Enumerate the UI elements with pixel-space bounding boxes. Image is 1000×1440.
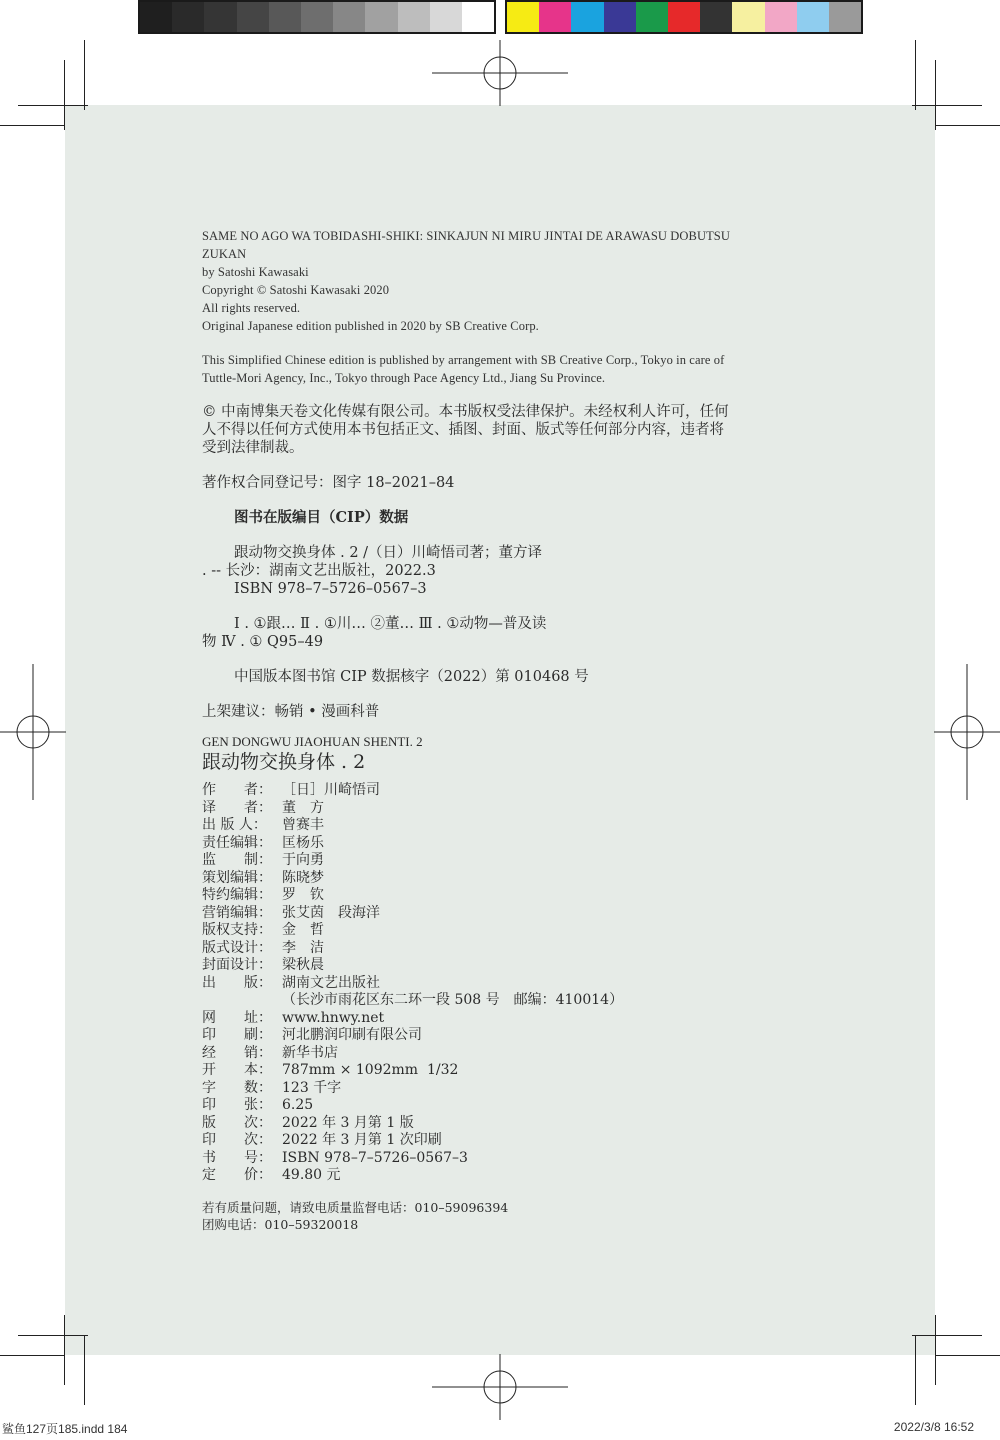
credit-label: 印 刷： (202, 1027, 272, 1043)
gray-swatch (398, 2, 430, 32)
credit-label: 网 址： (202, 1009, 272, 1026)
credit-label: 出 版 人： (202, 817, 267, 833)
original-title-line-1: SAME NO AGO WA TOBIDASHI-SHIKI: SINKAJUN NI MIRU JINTAI DE ARAWASU DOBUTSU (202, 229, 730, 243)
credit-value: 陈晓梦 (282, 869, 324, 886)
credit-label: 作 者： (202, 782, 272, 798)
credit-row (202, 922, 802, 940)
credit-label: 出 版： (202, 974, 272, 991)
credit-value: www.hnwy.net (282, 1009, 385, 1026)
shelf-suggestion: 上架建议：畅销 • 漫画科普 (202, 704, 380, 720)
credit-value: 李 洁 (282, 939, 324, 956)
arrangement-line-1: This Simplified Chinese edition is published by arrangement with SB Creative Corp., Tokyo in care of (202, 353, 725, 367)
registration-mark-right (934, 664, 1000, 800)
credit-value: 金 哲 (282, 922, 324, 938)
english-rights-block (202, 227, 802, 387)
color-swatch (829, 2, 861, 32)
cip-record (202, 544, 802, 686)
credit-value: 6.25 (282, 1097, 314, 1113)
gray-swatch (172, 2, 204, 32)
color-swatch (797, 2, 829, 32)
quality-hotline: 若有质量问题，请致电质量监督电话：010–59096394 (202, 1199, 509, 1215)
credit-value: 新华书店 (282, 1044, 338, 1061)
author-line: by Satoshi Kawasaki (202, 265, 309, 279)
credit-value: 匡杨乐 (282, 834, 324, 851)
credit-label: 印 张： (202, 1097, 272, 1113)
gray-swatch (140, 2, 172, 32)
credit-row (202, 957, 802, 975)
gray-swatch (462, 2, 494, 32)
credit-label: 印 次： (202, 1132, 272, 1148)
notice-line-3: 受到法律制裁。 (202, 440, 304, 456)
contract-registration: 著作权合同登记号：图字 18–2021–84 (202, 475, 455, 491)
copyright-page-content (202, 227, 802, 1233)
color-swatch (571, 2, 603, 32)
credit-row (202, 817, 802, 835)
rights-reserved-line: All rights reserved. (202, 301, 301, 315)
credit-value: ［日］川崎悟司 (282, 782, 380, 798)
cip-isbn: ISBN 978–7–5726–0567–3 (234, 581, 427, 597)
credit-label: 译 者： (202, 799, 272, 816)
credit-label: 监 制： (202, 852, 272, 868)
gray-swatch (430, 2, 462, 32)
credit-label: 版式设计： (202, 939, 272, 956)
credits-list (202, 782, 802, 1185)
credit-label (202, 992, 282, 1010)
credit-row (202, 1132, 802, 1150)
credit-row (202, 1010, 802, 1028)
cip-line-4: Ⅰ . ①跟… Ⅱ . ①川… ②董… Ⅲ . ①动物—普及读 (234, 616, 547, 632)
credit-value: 49.80 元 (282, 1167, 341, 1183)
credit-value: 河北鹏润印刷有限公司 (282, 1027, 422, 1043)
date-slug: 2022/3/8 16:52 (893, 1420, 974, 1434)
cip-verify-number: 中国版本图书馆 CIP 数据核字（2022）第 010468 号 (234, 669, 589, 685)
gray-swatch (365, 2, 397, 32)
color-swatch (636, 2, 668, 32)
cip-heading: 图书在版编目（CIP）数据 (234, 509, 409, 526)
credit-label: 书 号： (202, 1149, 272, 1166)
credit-value: （长沙市雨花区东二环一段 508 号 邮编：410014） (282, 992, 624, 1008)
credit-value: 于向勇 (282, 852, 324, 868)
registration-mark-left (0, 664, 66, 800)
gray-swatch (301, 2, 333, 32)
color-calibration-bar (505, 0, 863, 34)
cip-line-1: 跟动物交换身体 . 2 /（日）川崎悟司著；董方译 (234, 545, 543, 561)
credit-label: 字 数： (202, 1079, 272, 1096)
arrangement-line-2: Tuttle-Mori Agency, Inc., Tokyo through Pace Agency Ltd., Jiang Su Province. (202, 371, 606, 385)
credit-value: 787mm × 1092mm 1/32 (282, 1062, 459, 1078)
credit-row (202, 1045, 802, 1063)
notice-line-1: © 中南博集天卷文化传媒有限公司。本书版权受法律保护。未经权利人许可，任何 (202, 404, 729, 420)
notice-line-2: 人不得以任何方式使用本书包括正文、插图、封面、版式等任何部分内容，违者将 (202, 422, 724, 438)
credit-value: 湖南文艺出版社 (282, 974, 380, 991)
credit-row (202, 1080, 802, 1098)
credit-label: 经 销： (202, 1044, 272, 1061)
color-swatch (539, 2, 571, 32)
credit-value: 123 千字 (282, 1079, 342, 1096)
group-purchase-phone: 团购电话：010–59320018 (202, 1216, 359, 1232)
chinese-copyright-notice (202, 403, 802, 457)
credit-value: 梁秋晨 (282, 957, 324, 973)
credit-row (202, 1167, 802, 1185)
color-swatch (604, 2, 636, 32)
credit-row (202, 887, 802, 905)
registration-mark-bottom (432, 1354, 568, 1420)
credit-value: ISBN 978–7–5726–0567–3 (282, 1149, 468, 1166)
credit-label: 营销编辑： (202, 904, 272, 921)
credit-row (202, 975, 802, 993)
color-swatch (700, 2, 732, 32)
gray-swatch (204, 2, 236, 32)
credit-label: 定 价： (202, 1167, 272, 1183)
credit-label: 开 本： (202, 1062, 272, 1078)
original-title-line-2: ZUKAN (202, 247, 247, 261)
copyright-line: Copyright © Satoshi Kawasaki 2020 (202, 283, 390, 297)
gray-swatch (237, 2, 269, 32)
credit-row (202, 992, 802, 1010)
gray-swatch (269, 2, 301, 32)
credit-row (202, 835, 802, 853)
credit-row (202, 905, 802, 923)
credit-row (202, 852, 802, 870)
file-slug: 鲨鱼127页185.indd 184 (2, 1422, 128, 1436)
cip-line-2: . -- 长沙：湖南文艺出版社，2022.3 (202, 563, 436, 579)
book-title-english: GEN DONGWU JIAOHUAN SHENTI. 2 (202, 734, 423, 749)
credit-value: 2022 年 3 月第 1 版 (282, 1114, 414, 1131)
credit-label: 封面设计： (202, 957, 272, 973)
credit-value: 曾赛丰 (282, 817, 324, 833)
credit-row (202, 1150, 802, 1168)
credit-row (202, 800, 802, 818)
credit-label: 策划编辑： (202, 869, 272, 886)
credit-label: 版 次： (202, 1114, 272, 1131)
registration-mark-top (432, 40, 568, 106)
credit-row (202, 1027, 802, 1045)
credit-label: 版权支持： (202, 922, 272, 938)
original-edition-line: Original Japanese edition published in 2020 by SB Creative Corp. (202, 319, 539, 333)
gray-swatch (333, 2, 365, 32)
credit-value: 张艾茵 段海洋 (282, 904, 380, 921)
color-swatch (765, 2, 797, 32)
credit-value: 董 方 (282, 799, 324, 816)
color-swatch (668, 2, 700, 32)
cip-line-5: 物 Ⅳ . ① Q95–49 (202, 634, 324, 650)
color-swatch (732, 2, 764, 32)
credit-row (202, 782, 802, 800)
credit-row (202, 870, 802, 888)
credit-label: 责任编辑： (202, 834, 272, 851)
credit-row (202, 940, 802, 958)
credit-label: 特约编辑： (202, 887, 272, 903)
credit-row (202, 1097, 802, 1115)
credit-row (202, 1062, 802, 1080)
book-title-chinese: 跟动物交换身体 . 2 (202, 751, 366, 773)
credit-row (202, 1115, 802, 1133)
color-swatch (507, 2, 539, 32)
credit-value: 罗 钦 (282, 887, 324, 903)
credit-value: 2022 年 3 月第 1 次印刷 (282, 1132, 442, 1148)
grayscale-calibration-bar (138, 0, 496, 34)
